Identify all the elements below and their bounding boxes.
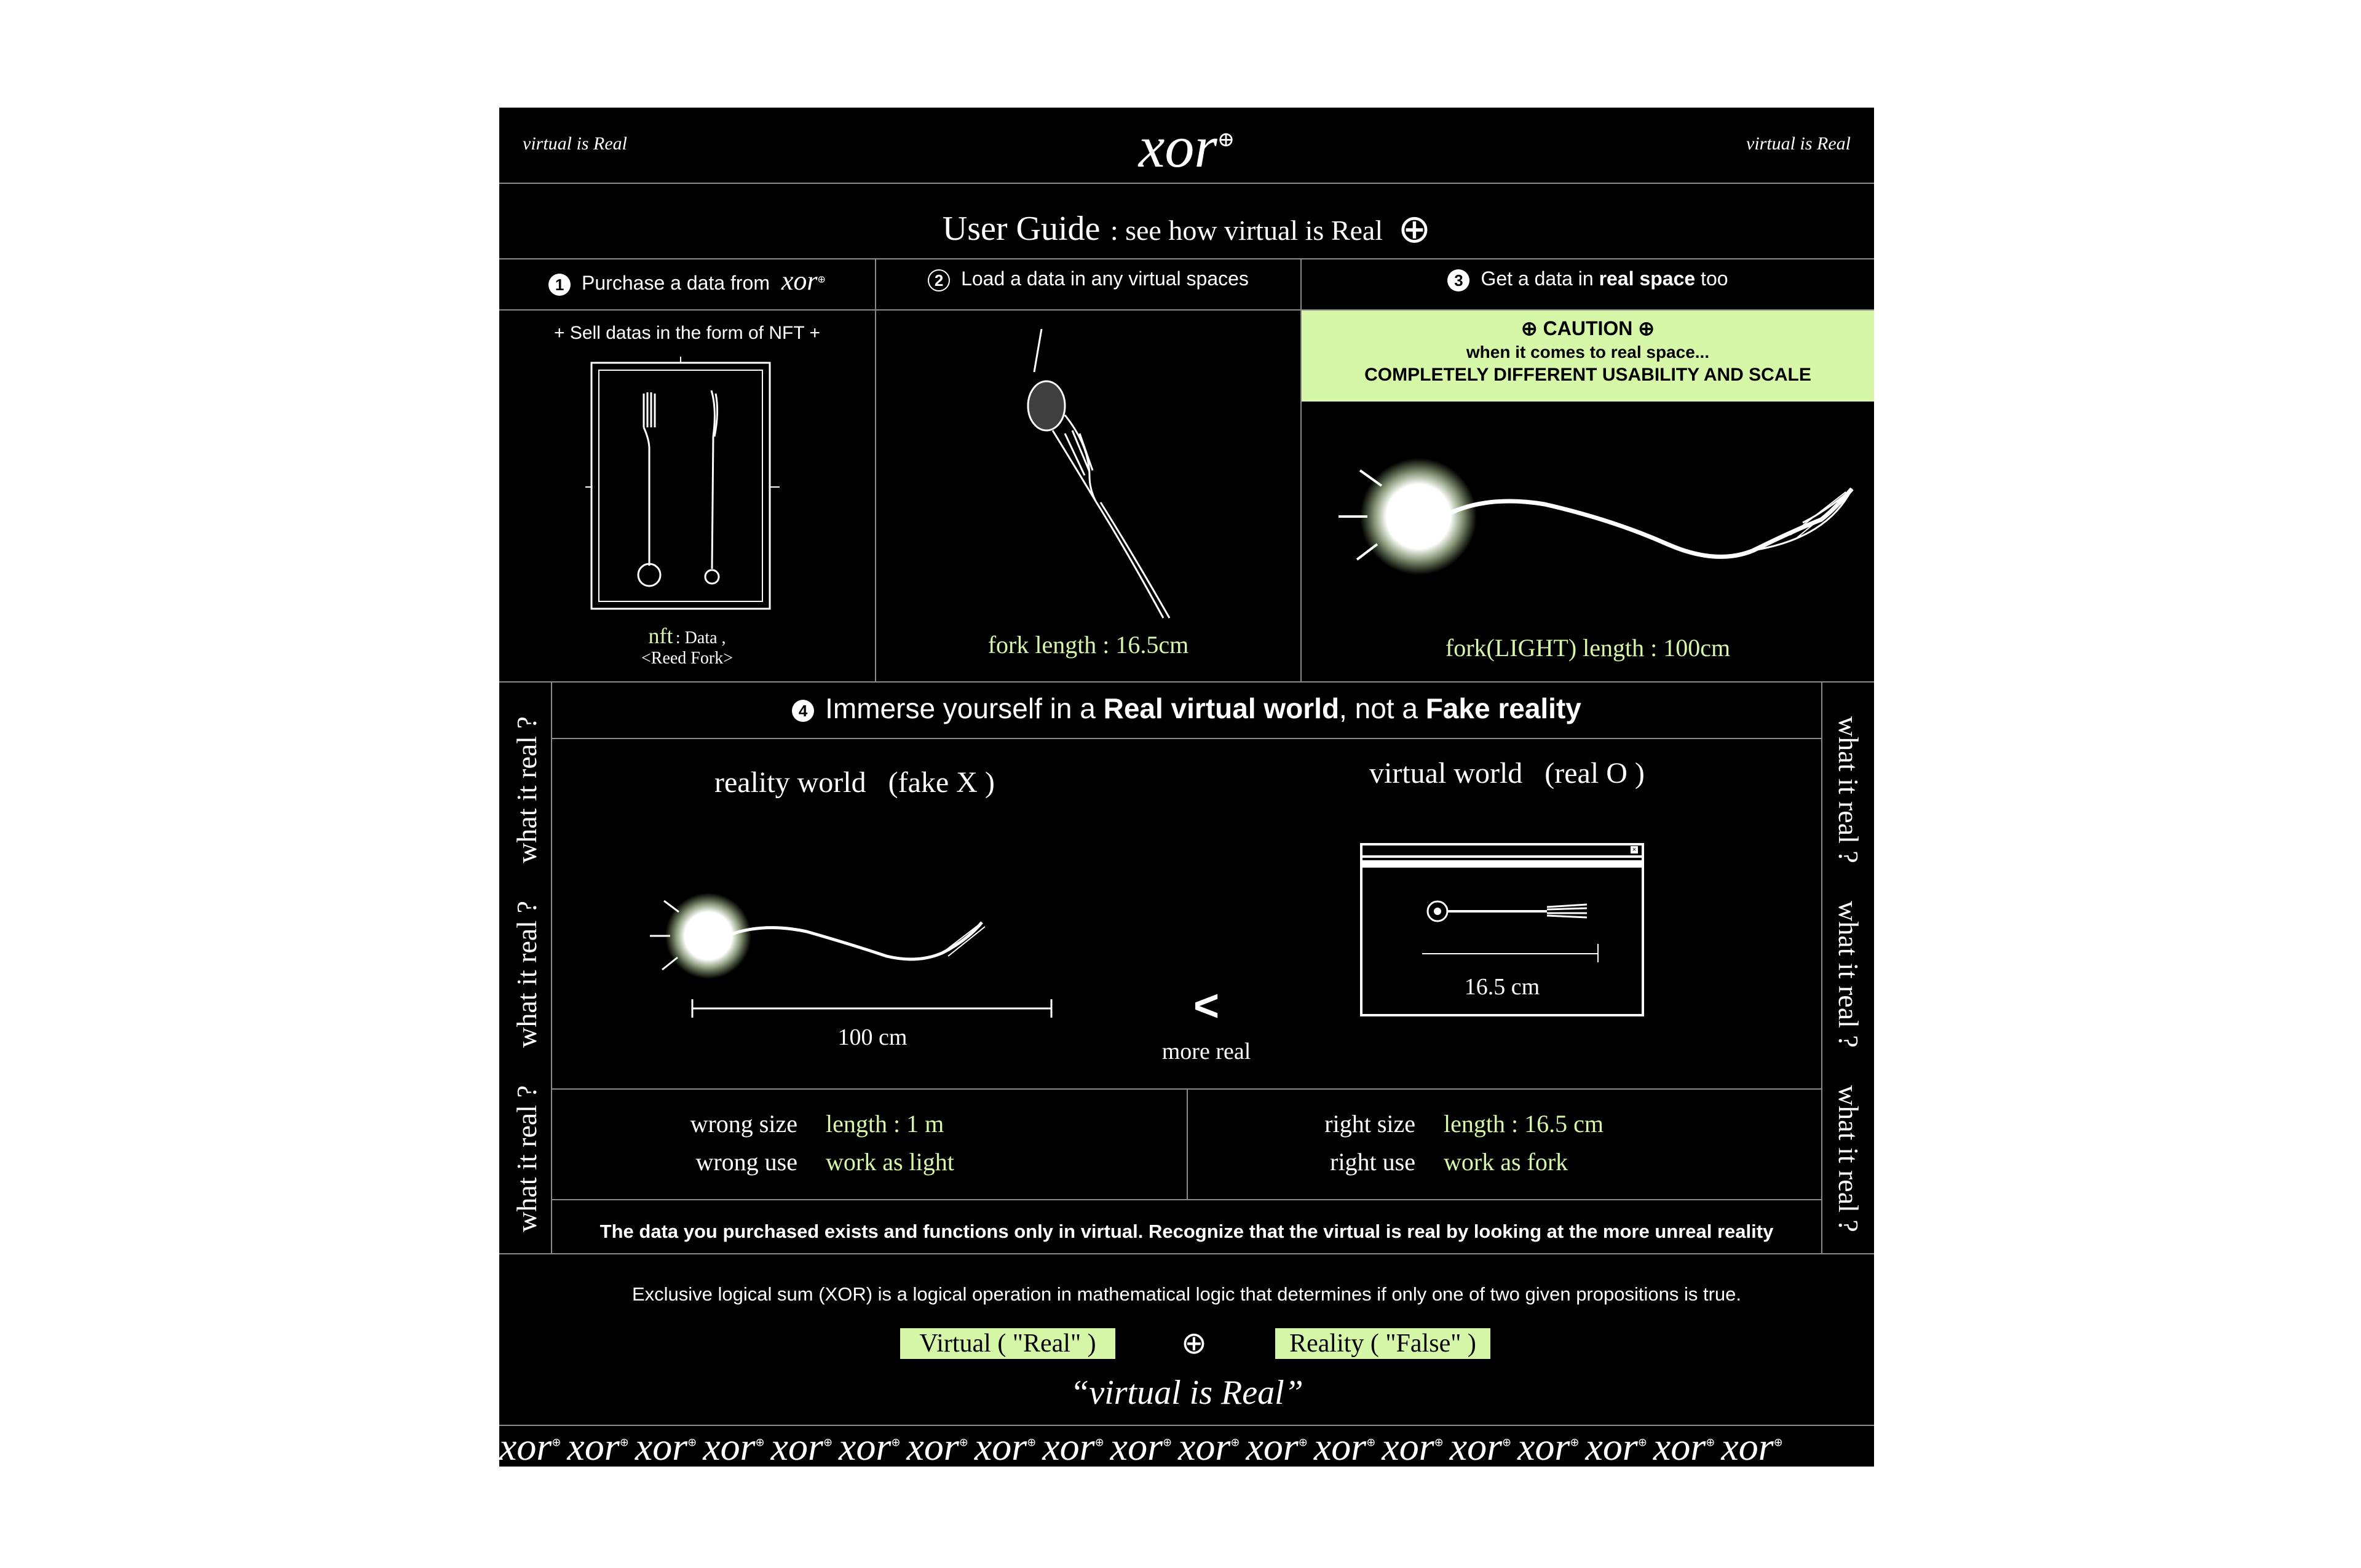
guide-subtitle: : see how virtual is Real (1110, 215, 1383, 246)
attribute-row (1317, 1105, 1809, 1143)
reality-measure: 100 cm (837, 1024, 908, 1050)
attribute-value: work as fork (1444, 1148, 1568, 1176)
measure-100cm-line (691, 999, 1054, 1018)
logo-mark-icon: ⊕ (1570, 1436, 1580, 1449)
marquee-logo: xor⊕ (703, 1425, 765, 1467)
side-text-left: what it real ? (511, 716, 542, 863)
step-number: 1 (548, 274, 571, 296)
divider (499, 1253, 1874, 1254)
xor-definition: Exclusive logical sum (XOR) is a logical operation in mathematical logic that determines if only one of two given propositions is true. (631, 1283, 1741, 1305)
step-number: 3 (1447, 269, 1469, 291)
virtual-real-tag: Virtual ( "Real" ) (900, 1328, 1115, 1359)
marquee-logo: xor⊕ (1382, 1425, 1444, 1467)
guide-heading (499, 206, 1874, 252)
logo-mark-icon: ⊕ (1637, 1436, 1647, 1449)
virtual-world-title (1369, 756, 1645, 790)
marquee-logo: xor⊕ (906, 1425, 968, 1467)
measure-16cm-line (1421, 944, 1599, 962)
header-logo (1114, 113, 1259, 181)
divider (552, 1199, 1821, 1200)
fork-length-caption: fork length : 16.5cm (987, 631, 1189, 659)
attribute-label: wrong use (695, 1148, 797, 1176)
guide-title: User Guide (942, 210, 1101, 248)
nft-caption (499, 623, 875, 649)
attribute-row (684, 1105, 1176, 1143)
marquee-logo: xor⊕ (499, 1425, 561, 1467)
side-text-left: what it real ? (511, 901, 542, 1048)
immerse-bold-1: Real virtual world (1103, 692, 1340, 724)
nft-key: nft (648, 624, 673, 648)
logo-mark-icon: ⊕ (823, 1436, 833, 1449)
attribute-value: length : 16.5 cm (1444, 1110, 1604, 1138)
side-text-right: what it real ? (1833, 716, 1864, 863)
nft-frame-image (585, 357, 788, 615)
logo-mark-icon: ⊕ (1434, 1436, 1444, 1449)
step-label-bold: real space (1599, 267, 1696, 290)
marquee-logo: xor⊕ (1110, 1425, 1173, 1467)
window-bar (1362, 860, 1642, 868)
marquee-logo: xor⊕ (635, 1425, 697, 1467)
caution-line-2: COMPLETELY DIFFERENT USABILITY AND SCALE (1364, 365, 1811, 385)
marquee-logo: xor⊕ (1585, 1425, 1647, 1467)
marquee-logo: xor⊕ (1042, 1425, 1104, 1467)
nft-name: <Reed Fork> (641, 649, 733, 668)
step-number: 2 (928, 269, 950, 291)
step-label-post: too (1695, 267, 1728, 290)
fork-light-caption: fork(LIGHT) length : 100cm (1445, 634, 1731, 662)
divider (875, 258, 876, 681)
header-tagline-left: virtual is Real (523, 133, 627, 154)
logo-mark-icon: ⊕ (1094, 1436, 1104, 1449)
divider (552, 738, 1821, 739)
divider (499, 183, 1874, 184)
marquee-logo: xor⊕ (839, 1425, 901, 1467)
virtual-window (1360, 843, 1644, 1016)
marquee-logo: xor⊕ (1313, 1425, 1376, 1467)
step-2 (876, 267, 1300, 291)
step-label-pre: Get a data in (1481, 267, 1599, 290)
logo-mark-icon: ⊕ (1162, 1436, 1173, 1449)
attribute-value: length : 1 m (826, 1110, 944, 1138)
caution-line-1: when it comes to real space... (1466, 343, 1710, 362)
attribute-label: right use (1330, 1148, 1415, 1176)
step-label: Purchase a data from (582, 272, 770, 294)
logo-mark-icon: ⊕ (1230, 1436, 1240, 1449)
fork-virtual-image (1016, 329, 1200, 624)
fork-light-image (1323, 452, 1864, 593)
marquee-logo: xor⊕ (567, 1425, 629, 1467)
marquee-logo: xor⊕ (1246, 1425, 1308, 1467)
attribute-label: wrong size (690, 1110, 797, 1138)
divider (1187, 1088, 1188, 1199)
logo-mark-icon: ⊕ (1706, 1436, 1715, 1449)
marquee-logo: xor⊕ (1178, 1425, 1240, 1467)
marquee-logo: xor⊕ (770, 1425, 833, 1467)
statement: The data you purchased exists and functions only in virtual. Recognize that the virtual is real by looking at the more unreal reality (599, 1221, 1774, 1242)
marquee-logo: xor⊕ (974, 1425, 1037, 1467)
logo-marquee (499, 1425, 1874, 1467)
poster (499, 108, 1874, 1467)
logo-mark-icon: ⊕ (1217, 129, 1235, 151)
reality-false-tag: Reality ( "False" ) (1275, 1328, 1490, 1359)
comparison-operator-label: more real (1161, 1039, 1251, 1064)
virtual-tag: (real O ) (1544, 757, 1645, 790)
marquee-logo: xor⊕ (1653, 1425, 1715, 1467)
step-1 (499, 265, 875, 296)
fork-virtual-small-image (1424, 896, 1590, 927)
attributes-left (684, 1105, 1176, 1181)
logo-mark-icon: ⊕ (687, 1436, 697, 1449)
attribute-row (684, 1143, 1176, 1181)
immerse-mid: , not a (1339, 692, 1426, 724)
attribute-label: right size (1324, 1110, 1415, 1138)
logo-mark-icon: ⊕ (891, 1436, 901, 1449)
logo-mark-icon: ⊕ (619, 1436, 629, 1449)
logo-mark-icon: ⊕ (1366, 1436, 1376, 1449)
marquee-logo: xor⊕ (1517, 1425, 1580, 1467)
logo-text: xor (1138, 114, 1217, 180)
reality-tag: (fake X ) (888, 766, 995, 799)
caution-banner (1302, 311, 1874, 402)
immerse-pre: Immerse yourself in a (825, 692, 1104, 724)
side-text-right: what it real ? (1833, 1085, 1864, 1232)
logo-mark-icon: ⊕ (959, 1436, 968, 1449)
footer-quote: “virtual is Real” (1070, 1374, 1303, 1412)
divider (1821, 681, 1822, 1253)
nft-value: : Data , (675, 628, 726, 647)
virtual-title: virtual world (1369, 757, 1523, 790)
attributes-right (1317, 1105, 1809, 1181)
step-3 (1302, 267, 1874, 291)
step-label: Load a data in any virtual spaces (961, 267, 1249, 290)
marquee-logo: xor⊕ (1721, 1425, 1783, 1467)
side-text-right: what it real ? (1833, 901, 1864, 1048)
marquee-logo: xor⊕ (1449, 1425, 1512, 1467)
comparison-operator: < (1193, 981, 1220, 1031)
side-text-left: what it real ? (511, 1085, 542, 1232)
divider (551, 681, 552, 1253)
logo-mark-icon: ⊕ (552, 1436, 561, 1449)
logo-mark-icon: ⊕ (755, 1436, 765, 1449)
xor-operator-icon: ⊕ (1181, 1326, 1207, 1360)
xor-symbol-icon: ⊕ (1398, 207, 1431, 251)
attribute-row (1317, 1143, 1809, 1181)
divider (499, 681, 1874, 683)
logo-mark-icon: ⊕ (1502, 1436, 1512, 1449)
step-logo: xor (781, 266, 818, 296)
fork-light-reality-image (647, 889, 991, 1005)
logo-mark-icon: ⊕ (1298, 1436, 1308, 1449)
sell-note: + Sell datas in the form of NFT + (554, 323, 820, 343)
window-titlebar (1362, 845, 1642, 858)
logo-mark-icon: ⊕ (1027, 1436, 1037, 1449)
caution-title: ⊕ CAUTION ⊕ (1521, 317, 1655, 339)
close-icon[interactable]: × (1631, 846, 1638, 853)
reality-world-title (714, 766, 1176, 799)
logo-mark-icon: ⊕ (817, 274, 826, 285)
immerse-bold-2: Fake reality (1425, 692, 1581, 724)
step-number: 4 (792, 700, 814, 722)
attribute-value: work as light (826, 1148, 954, 1176)
header-tagline-right: virtual is Real (1746, 133, 1851, 154)
immerse-heading (552, 692, 1821, 725)
reality-title: reality world (714, 766, 866, 799)
divider (499, 258, 1874, 259)
virtual-measure: 16.5 cm (1464, 974, 1540, 1000)
logo-mark-icon: ⊕ (1773, 1436, 1783, 1449)
